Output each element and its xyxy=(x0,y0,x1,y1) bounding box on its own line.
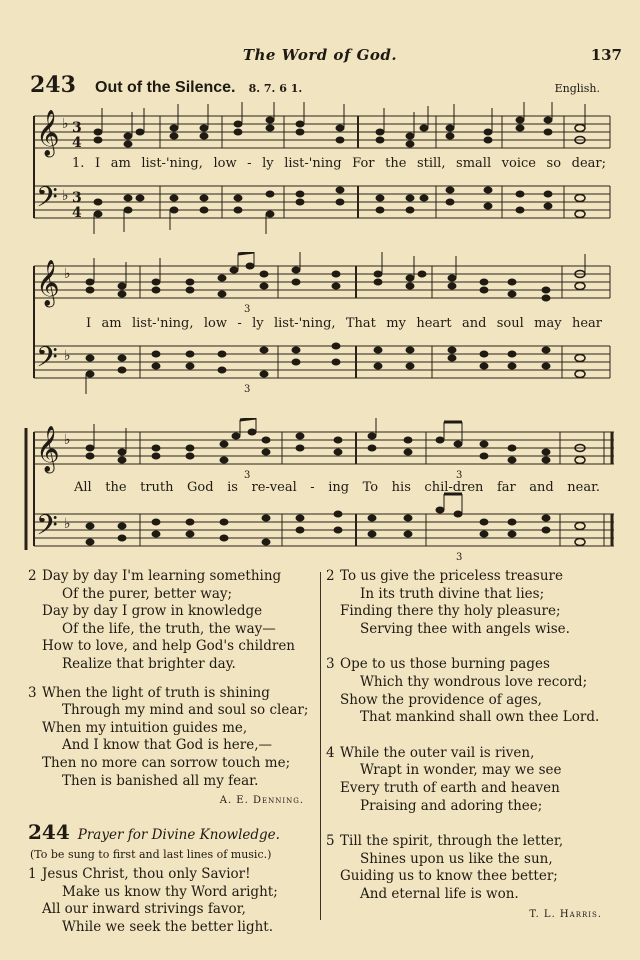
hymn-title: Prayer for Divine Knowledge. xyxy=(77,826,280,843)
hymn-title: Out of the Silence. xyxy=(95,79,236,96)
stanza-244-2: 2 To us give the priceless treasure In its truth divine that lies; Finding there thy holy pleasure; Serving thee with angels wise. xyxy=(326,568,570,637)
time-sig-top: 3 xyxy=(72,120,82,136)
stanza-3: 3 When the light of truth is shining Through my mind and soul so clear; When my intuition guides me, And I know that God is here,— Then no more can sorrow touch me; Then is banished all my fear. A. E. Denning. xyxy=(28,685,318,810)
svg-text:♭: ♭ xyxy=(64,516,71,532)
music-system-1 xyxy=(0,100,640,240)
music-system-2 xyxy=(0,252,640,397)
author-credit: T. L. Harris. xyxy=(529,908,602,920)
verses-left-column xyxy=(28,568,318,936)
stanza-244-3: 3 Ope to us those burning pages Which thy wondrous love record; Show the providence of ages, That mankind shall own thee Lord. xyxy=(326,656,600,726)
stanza-244-5: 5 Till the spirit, through the letter, Shines upon us like the sun, Guiding us to know thee better; And eternal life is won. T. L. Harris. xyxy=(326,833,616,923)
verses-right-column xyxy=(326,568,616,934)
lyric-line-1: 1. I am list-'ning, low - ly list-'ning For the still, small voice so dear; xyxy=(72,156,606,171)
instruction: (To be sung to first and last lines of music.) xyxy=(30,848,272,862)
svg-text:𝄞: 𝄞 xyxy=(36,426,60,472)
svg-text:𝄢: 𝄢 xyxy=(36,181,58,221)
svg-text:𝄞: 𝄞 xyxy=(36,110,60,156)
hymn-number: 244 xyxy=(28,819,70,844)
svg-text:♭: ♭ xyxy=(64,432,71,448)
svg-text:3: 3 xyxy=(244,384,251,395)
author-credit: A. E. Denning. xyxy=(219,795,304,807)
stanza-2: 2 Day by day I'm learning something Of the purer, better way; Day by day I grow in knowledge Of the life, the truth, the way— How to love, and help God's children Realize that brighter day. xyxy=(28,568,295,672)
svg-text:♭: ♭ xyxy=(62,188,69,204)
svg-text:3: 3 xyxy=(456,552,463,563)
svg-text:♭: ♭ xyxy=(64,266,71,282)
svg-text:𝄢: 𝄢 xyxy=(36,341,58,381)
svg-text:4: 4 xyxy=(72,205,82,221)
music-system-3 xyxy=(0,418,640,566)
verses-section xyxy=(0,568,640,935)
svg-text:♭: ♭ xyxy=(64,348,71,364)
hymn-244: 244 Prayer for Divine Knowledge. (To be sung to first and last lines of music.) 1 Jesus Christ, thou only Savior! Make us know thy Word aright; All our inward strivings favor, While we seek the better light. xyxy=(28,824,318,937)
svg-text:3: 3 xyxy=(244,470,251,481)
svg-text:𝄞: 𝄞 xyxy=(36,260,60,306)
svg-text:𝄢: 𝄢 xyxy=(36,509,58,549)
svg-text:3: 3 xyxy=(72,190,82,206)
lyric-line-3: All the truth God is re-veal - ing To his chil-dren far and near. xyxy=(74,480,600,495)
hymn-meter: 8. 7. 6 1. xyxy=(248,82,303,95)
tune-origin: English. xyxy=(554,82,600,95)
stanza-244-4: 4 While the outer vail is riven, Wrapt in wonder, may we see Every truth of earth and heaven Praising and adoring thee; xyxy=(326,744,562,814)
lyric-line-2: I am list-'ning, low - ly list-'ning, That my heart and soul may hear xyxy=(86,316,602,331)
hymn-number: 243 xyxy=(30,72,76,98)
svg-text:♭: ♭ xyxy=(62,116,69,132)
hymn-243-heading xyxy=(30,72,302,96)
triplet-mark: 3 xyxy=(244,304,251,315)
running-header: The Word of God. xyxy=(242,46,398,64)
time-sig-bottom: 4 xyxy=(72,135,82,151)
page-number: 137 xyxy=(590,46,622,64)
svg-text:3: 3 xyxy=(456,470,463,481)
